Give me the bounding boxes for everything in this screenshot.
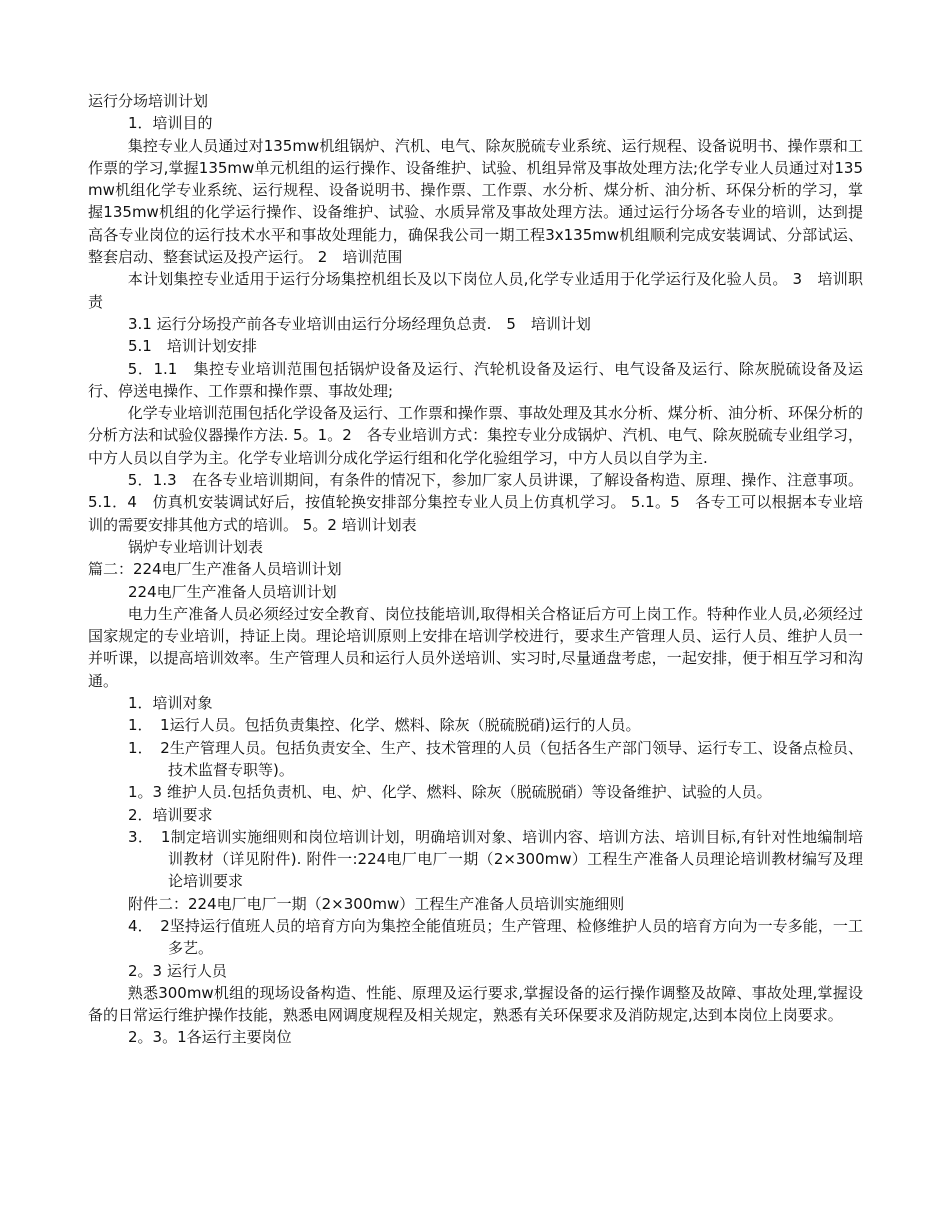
paragraph: 2．培训要求 (128, 805, 213, 824)
paragraph: 熟悉300mw机组的现场设备构造、性能、原理及运行要求,掌握设备的运行操作调整及故障、事故处理,掌握设备的日常运行维护操作技能，熟悉电网调度规程及相关规定，熟悉有关环保要求及消防规定,达到本岗位上岗要求。 (88, 983, 863, 1025)
paragraph: 1． 1运行人员。包括负责集控、化学、燃料、除灰（脱硫脱硝)运行的人员。 (128, 716, 641, 735)
paragraph: 1。3 维护人员.包括负责机、电、炉、化学、燃料、除灰（脱硫脱硝）等设备维护、试验的人员。 (128, 783, 772, 802)
paragraph: 化学专业培训范围包括化学设备及运行、工作票和操作票、事故处理及其水分析、煤分析、油分析、环保分析的分析方法和试验仪器操作方法. 5。1。2 各专业培训方式：集控专业分成锅炉、汽机、电气、除灰脱硫专业组学习，中方人员以自学为主。化学专业培训分成化学运行组和化学化验组学习，中方人员以自学为主. (88, 404, 863, 467)
paragraph: 224电厂生产准备人员培训计划 (128, 582, 337, 601)
paragraph: 篇二：224电厂生产准备人员培训计划 (88, 560, 342, 579)
paragraph: 运行分场培训计划 (88, 92, 209, 110)
paragraph: 集控专业人员通过对135mw机组锅炉、汽机、电气、除灰脱硫专业系统、运行规程、设备说明书、操作票和工作票的学习,掌握135mw单元机组的运行操作、设备维护、试验、机组异常及事故处理方法;化学专业人员通过对135mw机组化学专业系统、运行规程、设备说明书、操作票、工作票、水分析、煤分析、油分析、环保分析的学习，掌握135mw机组的化学运行操作、设备维护、试验、水质异常及事故处理方法。通过运行分场各专业的培训，达到提高各专业岗位的运行技术水平和事故处理能力，确保我公司一期工程3x135mw机组顺利完成安装调试、分部试运、整套启动、整套试运及投产运行。 2 培训范围 (88, 136, 863, 267)
paragraph: 5.1 培训计划安排 (128, 337, 257, 356)
paragraph: 附件二：224电厂电厂一期（2×300mw）工程生产准备人员培训实施细则 (128, 894, 625, 913)
paragraph: 2。3 运行人员 (128, 961, 227, 980)
paragraph: 电力生产准备人员必须经过安全教育、岗位技能培训,取得相关合格证后方可上岗工作。特种作业人员,必须经过国家规定的专业培训，持证上岗。理论培训原则上安排在培训学校进行，要求生产管理人员、运行人员、维护人员一并听课，以提高培训效率。生产管理人员和运行人员外送培训、实习时,尽量通盘考虑，一起安排，便于相互学习和沟通。 (88, 604, 863, 690)
paragraph: 1．培训对象 (128, 694, 213, 713)
paragraph: 锅炉专业培训计划表 (128, 537, 264, 556)
paragraph: 4． 2坚持运行值班人员的培育方向为集控全能值班员；生产管理、检修维护人员的培育方向为一专多能，一工多艺。 (128, 916, 863, 958)
paragraph: 1． 2生产管理人员。包括负责安全、生产、技术管理的人员（包括各生产部门领导、运行专工、设备点检员、技术监督专职等)。 (128, 738, 863, 779)
paragraph: 本计划集控专业适用于运行分场集控机组长及以下岗位人员,化学专业适用于化学运行及化验人员。 3 培训职责 (88, 270, 863, 311)
paragraph: 5．1.3 在各专业培训期间，有条件的情况下，参加厂家人员讲课，了解设备构造、原理、操作、注意事项。 5.1．4 仿真机安装调试好后，按值轮换安排部分集控专业人员上仿真机学习。 5.1。5 各专工可以根据本专业培训的需要安排其他方式的培训。 5。2 培训计划表 (88, 471, 863, 534)
document-body (88, 90, 863, 1049)
paragraph: 3.1 运行分场投产前各专业培训由运行分场经理负总责. 5 培训计划 (128, 314, 591, 333)
paragraph: 3． 1制定培训实施细则和岗位培训计划，明确培训对象、培训内容、培训方法、培训目标,有针对性地编制培训教材（详见附件). 附件一:224电厂电厂一期（2×300mw）工程生产准备人员理论培训教材编写及理论培训要求 (128, 827, 863, 891)
paragraph: 2。3。1各运行主要岗位 (128, 1028, 292, 1047)
paragraph: 1．培训目的 (128, 114, 213, 133)
paragraph: 5．1.1 集控专业培训范围包括锅炉设备及运行、汽轮机设备及运行、电气设备及运行、除灰脱硫设备及运行、停送电操作、工作票和操作票、事故处理; (88, 359, 863, 400)
